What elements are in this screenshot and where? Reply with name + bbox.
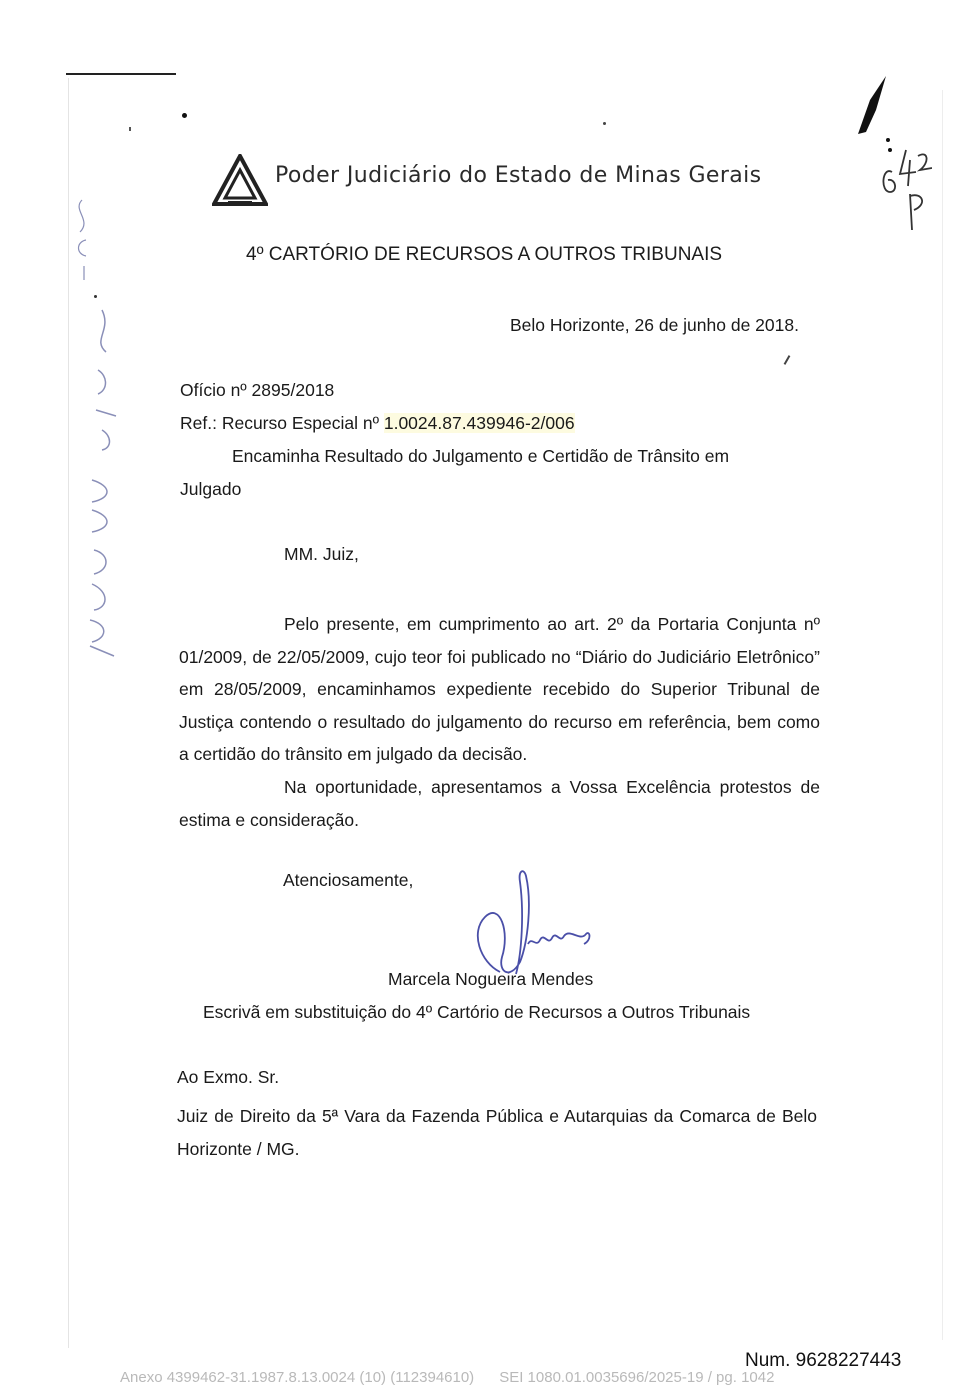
signer-name: Marcela Nogueira Mendes	[388, 969, 594, 989]
scan-right-edge	[942, 90, 943, 1340]
salutation: MM. Juiz,	[284, 544, 359, 564]
reference-prefix: Ref.: Recurso Especial nº	[180, 413, 384, 433]
scan-speck	[182, 113, 187, 118]
subject-line: Encaminha Resultado do Julgamento e Certidão de Trânsito em	[232, 446, 730, 466]
triangle-logo-icon	[212, 154, 268, 206]
date-line: Belo Horizonte, 26 de junho de 2018.	[510, 315, 799, 335]
document-number: Num. 9628227443	[745, 1350, 902, 1371]
scan-speck	[603, 122, 606, 125]
pen-tick-mark	[784, 355, 791, 365]
reference-process-number: 1.0024.87.439946-2/006	[383, 413, 575, 433]
addressee-salutation: Ao Exmo. Sr.	[177, 1067, 280, 1087]
footer-sei: SEI 1080.01.0035696/2025-19 / pg. 1042	[499, 1369, 775, 1386]
body-paragraph-2: Na oportunidade, apresentamos a Vossa Excelência protestos de estima e consideração.	[179, 776, 820, 830]
signer-role: Escrivã em substituição do 4º Cartório de Recursos a Outros Tribunais	[203, 1002, 751, 1022]
scan-speck	[129, 127, 131, 131]
office-title: 4º CARTÓRIO DE RECURSOS A OUTROS TRIBUNAIS	[246, 244, 723, 265]
body-paragraph-1: Pelo presente, em cumprimento ao art. 2º da Portaria Conjunta nº 01/2009, de 22/05/2009, cujo teor foi publicado no “Diário do Judiciário Eletrônico” em 28/05/2009, encaminhamos expediente recebido do Superior Tribunal de Justiça contendo o resultado do julgamento do recurso em referência, bem como a certidão do trânsito em julgado da decisão.	[179, 614, 820, 765]
closing-farewell: Atenciosamente,	[283, 870, 414, 890]
oficio-number: Ofício nº 2895/2018	[180, 380, 335, 400]
handwritten-signature	[440, 862, 600, 992]
addressee-title: Juiz de Direito da 5ª Vara da Fazenda Pública e Autarquias da Comarca de Belo Horizonte / MG.	[177, 1106, 817, 1159]
institution-name: Poder Judiciário do Estado de Minas Gerais	[275, 163, 762, 188]
handwritten-page-mark	[836, 70, 932, 240]
top-scan-line	[66, 73, 176, 75]
letter-body	[179, 608, 820, 836]
reference-line	[180, 413, 575, 434]
footer-annex-line	[120, 1369, 774, 1386]
handwritten-margin-note	[62, 180, 132, 670]
subject-line-continued: Julgado	[180, 479, 242, 499]
footer-annex: Anexo 4399462-31.1987.8.13.0024 (10) (112394610)	[120, 1369, 475, 1386]
